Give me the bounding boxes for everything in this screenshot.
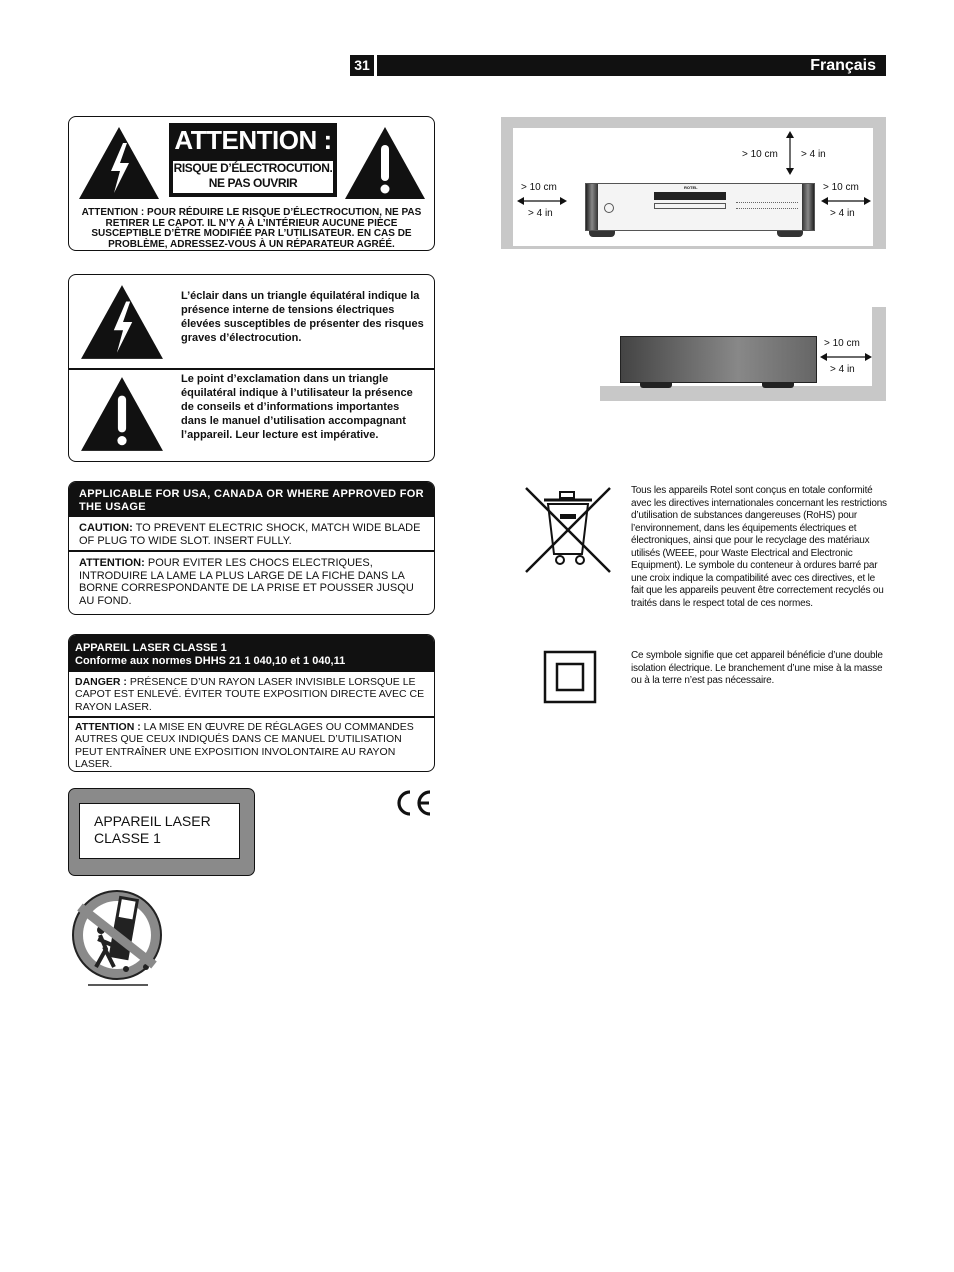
panel-divider: [69, 550, 434, 552]
shelf-clearance-cm: > 10 cm: [824, 338, 860, 349]
language-header: Français: [377, 55, 886, 76]
exclamation-description: Le point d’exclamation dans un triangle équilatéral indique à l’utilisateur la présence de conseils et d’informations importantes dans le manuel d’utilisation accompagnant l’appareil. Leur lecture est impérative.: [181, 373, 413, 441]
panel-divider: [69, 368, 434, 370]
right-clearance-in: > 4 in: [830, 208, 855, 219]
panel-divider: [69, 716, 434, 718]
up-arrow-icon: [785, 131, 795, 175]
attention-panel: [68, 116, 435, 251]
shelf-clearance-in: > 4 in: [830, 364, 855, 375]
caution-text: CAUTION: TO PREVENT ELECTRIC SHOCK, MATCH WIDE BLADE OF PLUG TO WIDE SLOT. INSERT FULLY.: [79, 522, 421, 547]
weee-crossed-bin-icon: [520, 484, 614, 576]
laser-attention-text: ATTENTION : LA MISE EN ŒUVRE DE RÉGLAGES OU COMMANDES AUTRES QUE CEUX INDIQUÉS DANS CE MANUEL D’UTILISATION PEUT ENTRAÎNER UNE EXPOSITION INVOLONTAIRE AU RAYON LASER.: [75, 721, 414, 770]
usa-panel-title: APPLICABLE FOR USA, CANADA OR WHERE APPROVED FOR THE USAGE: [69, 482, 434, 517]
attention-subtitle-1: RISQUE D’ÉLECTROCUTION.: [173, 161, 333, 175]
dvd-player-front: [585, 183, 815, 231]
attention-plug-text: ATTENTION: POUR EVITER LES CHOCS ELECTRIQUES, INTRODUIRE LA LAME LA PLUS LARGE DE LA FICHE DANS LA BORNE CORRESPONDANTE DE LA PRISE ET POUSSER JUSQU AU FOND.: [79, 557, 414, 607]
double-insulation-icon: [543, 650, 597, 704]
laser-label-line2: CLASSE 1: [94, 830, 161, 846]
left-arrow-icon: [517, 196, 567, 206]
shelf-device: [620, 336, 817, 383]
laser-label-line1: APPAREIL LASER: [94, 813, 211, 829]
double-insulation-description: Ce symbole signifie que cet appareil bénéficie d’une double isolation électrique. Le branchement d’une mise à la masse ou à la terre n’est pas nécessaire.: [631, 650, 883, 686]
attention-title: ATTENTION :: [174, 125, 332, 155]
right-arrow-icon: [821, 196, 871, 206]
attention-title-box: [169, 123, 337, 197]
left-clearance-cm: > 10 cm: [521, 182, 557, 193]
top-clearance-cm: > 10 cm: [742, 149, 778, 160]
right-clearance-cm: > 10 cm: [823, 182, 859, 193]
page-number: 31: [350, 55, 374, 76]
laser-panel-title: APPAREIL LASER CLASSE 1 Conforme aux normes DHHS 21 1 040,10 et 1 040,11: [69, 635, 434, 672]
usa-plug-panel: [68, 481, 435, 615]
weee-description: Tous les appareils Rotel sont conçus en totale conformité avec les directives internationales concernant les restrictions d’utilisation de substances dangereuses (RoHS) pour l’environnement, dans les équipements électriques et électroniques, ainsi que pour le recyclage des matériaux utilisés (WEEE, pour Waste Electrical and Electronic Equipment). Le symbole du conteneur à ordures barré par une croix indique la compatibilité avec ces directives, et le fait que les appareils peuvent être correctement recyclés ou traités dans le respect total de ces normes.: [631, 485, 887, 609]
ventilation-diagram-front: [501, 117, 886, 249]
lightning-description: L’éclair dans un triangle équilatéral indique la présence interne de tensions électriques élevées susceptibles de présenter des risques graves d’électrocution.: [181, 290, 424, 344]
left-clearance-in: > 4 in: [528, 208, 553, 219]
shelf-arrow-icon: [820, 352, 872, 362]
lightning-triangle-icon: [79, 283, 165, 361]
lightning-triangle-icon: [77, 125, 161, 201]
laser-label-plate: [68, 788, 255, 876]
danger-text: DANGER : PRÉSENCE D’UN RAYON LASER INVISIBLE LORSQUE LE CAPOT EST ENLEVÉ. ÉVITER TOUTE EXPOSITION DIRECTE AVEC CE RAYON LASER.: [75, 676, 425, 713]
attention-warning-text: ATTENTION : POUR RÉDUIRE LE RISQUE D’ÉLECTROCUTION, NE PAS RETIRER LE CAPOT. IL N’Y A À L’INTÉRIEUR AUCUNE PIÈCE SUSCEPTIBLE D’ÊTRE MODIFIÉE PAR L’UTILISATEUR. EN CAS DE PROBLÈME, ADRESSEZ-VOUS À UN RÉPARATEUR AGRÉÉ.: [81, 207, 422, 250]
exclamation-triangle-icon: [79, 375, 165, 453]
attention-subtitle-2: NE PAS OUVRIR: [208, 176, 298, 190]
laser-class-panel: [68, 634, 435, 772]
symbols-panel: [68, 274, 435, 462]
top-clearance-in: > 4 in: [801, 149, 826, 160]
ventilation-diagram-shelf: [600, 307, 886, 401]
brand-logo: ROTEL: [684, 185, 698, 190]
no-cart-tipover-icon: [68, 887, 166, 987]
exclamation-triangle-icon: [343, 125, 427, 201]
ce-mark-icon: [392, 789, 434, 817]
